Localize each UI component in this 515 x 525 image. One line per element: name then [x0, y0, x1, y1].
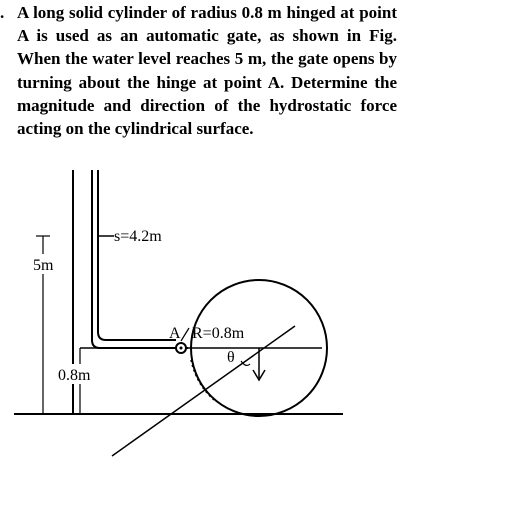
resultant-force-line [112, 326, 295, 456]
theta-label: θ [227, 349, 235, 366]
problem-number-fragment: . [0, 3, 5, 22]
s-dimension-label: s=4.2m [114, 228, 162, 245]
radius-label: R=0.8m [192, 325, 245, 342]
problem-statement: A long solid cylinder of radius 0.8 m hinged at point A is used as an automatic gate, as shown in Fig. When the water level reaches 5 m, the gate opens by turning about the hinge at point A. Determine the magnitude and direction of the hydrostatic force acting on the cylindrical surface. [17, 3, 397, 139]
hinge-label: A [169, 325, 181, 342]
hinge-leader [181, 328, 189, 341]
channel-inner-wall [98, 170, 176, 340]
height-dimension-label: 5m [33, 257, 54, 274]
hinge-center [180, 347, 183, 350]
depth-dimension-label: 0.8m [58, 367, 91, 384]
channel-outer-wall [92, 170, 188, 348]
